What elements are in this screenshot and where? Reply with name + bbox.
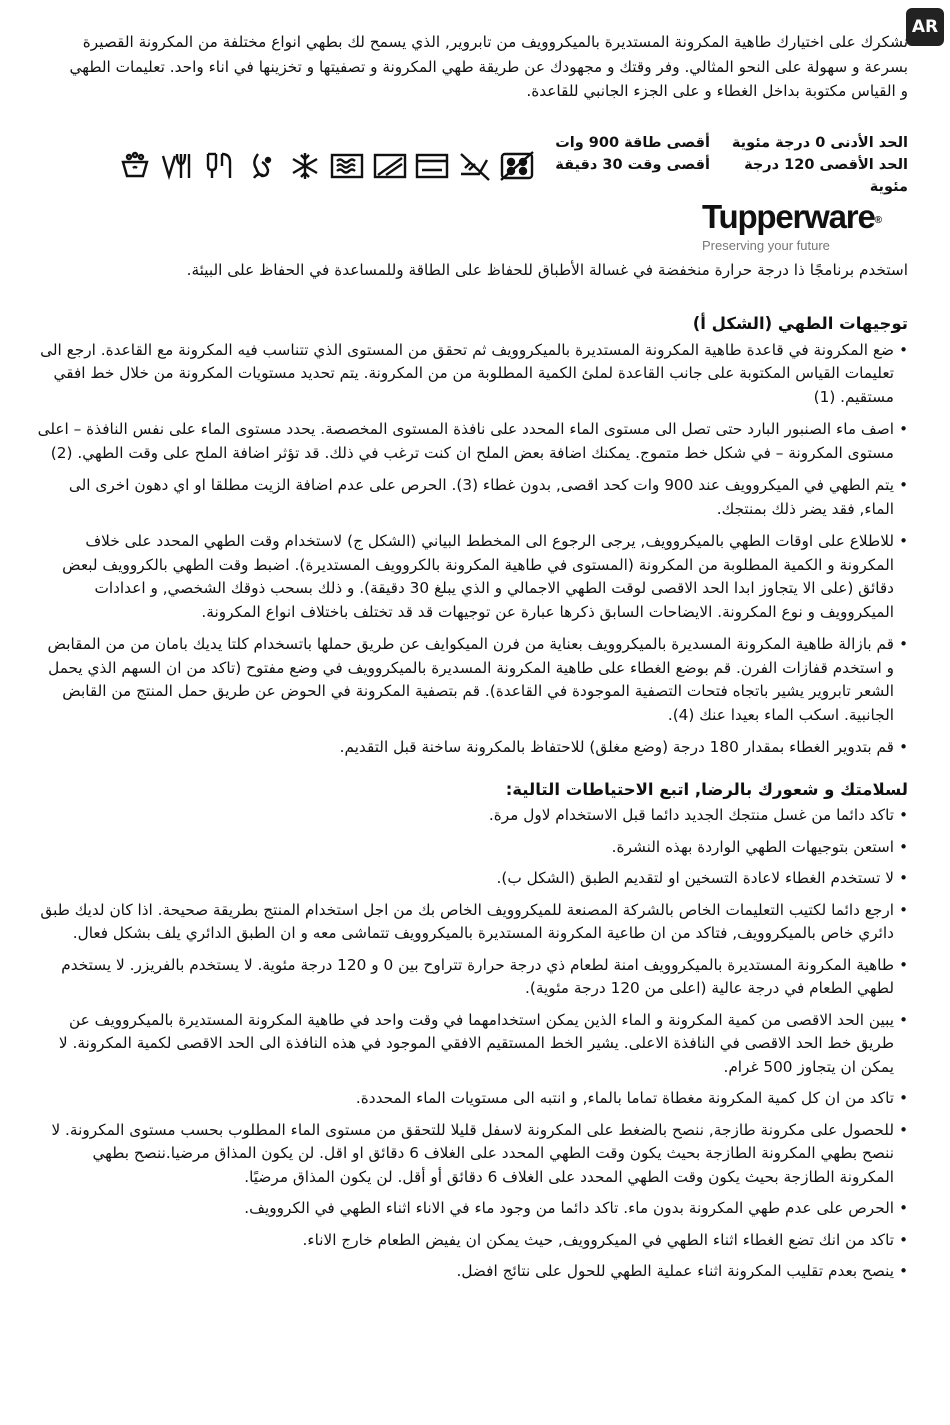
language-tab: AR (906, 8, 944, 46)
microwave-icon (371, 149, 409, 183)
list-item: • ارجع دائما لكتيب التعليمات الخاص بالشركة المصنعة للميكروويف الخاص بك من اجل استخدام المنتج بطريقة صحيحة. اذا كان لديك طبق دائري خاص بالميكروويف, فتاكد من ان طاعية المكرونة المستديرة بالميكروويف تتماشى معه و ان الطبق الدائري يلف بشكل فعال. (36, 899, 908, 946)
dishwasher-icon (201, 149, 239, 183)
list-item: • يبين الحد الاقصى من كمية المكرونة و الماء الذين يمكن استخدامهما في وقت واحد في طاهية المكرونة المستديرة بالميكروويف عن طريق خط الحد الاقصى في النافذة الاعلى. يشير الخط المستقيم الافقي الموجود في هذه النافذة الى الحد الاقصى لكمية المكرونة. لا يمكن ان يتجاوز 500 غرام. (36, 1009, 908, 1080)
safety-precautions-list (36, 804, 908, 1284)
microwave-specs (540, 132, 710, 176)
list-item: • ضع المكرونة في قاعدة طاهية المكرونة المستديرة بالميكروويف ثم تحقق من المستوى الذي تتناسب فيه المكرونة مع القاعدة. ارجع الى تعليمات القياس المكتوبة على جانب القاعدة لملئ الكمية المطلوبة من من المكرونة. يتم تحديد مستويات المكرونة من خلال خط افقي مستقيم. (1) (36, 339, 908, 410)
list-item: • تاكد من ان كل كمية المكرونة مغطاة تماما بالماء, و انتبه الى مستويات الماء المحددة. (36, 1087, 908, 1111)
brand-wordmark: Tupperware® (702, 198, 882, 235)
temperature-specs (708, 132, 908, 198)
dishwasher-wash-icon (116, 149, 154, 183)
list-item: • اصف ماء الصنبور البارد حتى تصل الى مستوى الماء المحدد على نافذة المستوى المخصصة. يحدد مستوى الماء على نفس النافذة – اعلى مستوى المكرونة – في شكل خط متموج. يمكنك اضافة بعض الملح ان كنت ترغب في ذلك. قد تؤثر اضافة الملح على وقت الطهي. (2) (36, 418, 908, 465)
list-item: • يتم الطهي في الميكروويف عند 900 وات كحد اقصى, بدون غطاء (3). الحرص على عدم اضافة الزيت مطلقا او اي دهون اخرى الى الماء, فقد يضر ذلك بمنتجك. (36, 474, 908, 521)
intro-paragraph: نشكرك على اختيارك طاهية المكرونة المستديرة بالميكروويف من تابروير, الذي يسمح لك بطهي انواع مختلفة من المكرونة القصيرة بسرعة و سهولة على النحو المثالي. وفر وقتك و مجهودك عن طريقة طهي المكرونة و تصفيتها و تخزينها في اناء واحد. تعليمات الطهي و القياس مكتوبة بداخل الغطاء و على الجزء الجانبي للقاعدة. (69, 33, 908, 100)
food-safe-icon (159, 149, 197, 183)
list-item: • قم بتدوير الغطاء بمقدار 180 درجة (وضع مغلق) للاحتفاظ بالمكرونة ساخنة قبل التقديم. (36, 736, 908, 760)
environment-note: استخدم برنامجًا ذا درجة حرارة منخفضة في غسالة الأطباق للحفاظ على الطاقة وللمساعدة في الحفاظ على البيئة. (186, 261, 908, 279)
list-item: • قم بازالة طاهية المكرونة المسديرة بالميكروويف بعناية من فرن الميكوايف عن طريق حملها باتسخدام كلتا يديك بامان من من المقابض و استخدم قفازات الفرن. قم بوضع الغطاء على طاهية المكرونة المسديرة بالميكروويف في وضع مفتوح (تاكد من ان السهم الذي يحمل الشعر تابروير يشير باتجاه فتحات التصفية الموجودة في القاعدة). قم بتصفية المكرونة في الحوض عن طريق حمل المنتج من القابض الجانبية. اسكب الماء بعيدا عنك (4). (36, 633, 908, 727)
list-item: • للاطلاع على اوقات الطهي بالميكروويف, يرجى الرجوع الى المخطط البياني (الشكل ج) لاستخدام وقت الطهي المحدد على خلاف المكرونة و الكمية المطلوبة من المكرونة (المستوى في طاهية المكرونة بالكروويف المستديرة). اضبط وقت الطهي بالكروويف لبعض دقائق (على الا يتجاوز ابدا الحد الاقصى لوقت الطهي الاجمالي و الذي يبلغ 30 دقيقة). و ذلك بسحب ذوقك الشخصي, و اعدادات الميكروويف و نوع المكرونة. الايضاحات السابق ذكرها عبارة عن توجيهات قد قد تختلف باختلاف انواع المكرونة. (36, 530, 908, 624)
no-stovetop-icon (499, 149, 537, 183)
time-max-label: أقصى وقت 30 دقيقة (555, 157, 710, 173)
list-item: • طاهية المكرونة المستديرة بالميكروويف امنة لطعام ذي درجة حرارة تتراوح بين 0 و 120 درجة مئوية. لا يستخدم بالفريزر. لا يستخدم لطهي الطعام في درجة عالية (اعلى من 120 درجة مئوية). (36, 954, 908, 1001)
list-item: • ينصح بعدم تقليب المكرونة اثناء عملية الطهي للحول على نتائج افضل. (36, 1260, 908, 1284)
instructions-body (36, 312, 908, 1292)
microwave-waves-icon (329, 149, 367, 183)
brand-logo (702, 198, 914, 253)
brand-tagline: Preserving your future (702, 238, 830, 253)
fridge-icon (244, 149, 282, 183)
list-item: • للحصول على مكرونة طازجة, ننصح بالضغط على المكرونة لاسفل قليلا للتحقق من مستوى الماء المطلوب بحسب مستوى المكرونة. لا ننصح بطهي المكرونة الطازجة بحيث يكون وقت الطهي المحدد على الغلاف 6 دقائق او اقل. لن يكون المذاق مرضيا.ننصح بطهي المكرونة الطازجة بحيث يكون وقت الطهي المحدد على الغلاف 6 دقائق أو أقل. لن يكون المذاق مرضيًا. (36, 1119, 908, 1190)
list-item: • الحرص على عدم طهي المكرونة بدون ماء. تاكد دائما من وجود ماء في الاناء اثناء الطهي في الكروويف. (36, 1197, 908, 1221)
safety-precautions-title: لسلامتك و شعورك بالرضا, اتبع الاحتياطات التالية: (505, 779, 908, 799)
temp-min-label: الحد الأدنى 0 درجة مئوية (731, 135, 908, 151)
power-max-label: أقصى طاقة 900 وات (555, 135, 710, 151)
cooking-directions-title: توجيهات الطهي (الشكل أ) (692, 314, 908, 333)
list-item: • استعن بتوجيهات الطهي الواردة بهذه النشرة. (36, 836, 908, 860)
no-grill-icon (456, 149, 494, 183)
list-item: • لا تستخدم الغطاء لاعادة التسخين او لتقديم الطبق (الشكل ب). (36, 867, 908, 891)
usage-icons (116, 146, 536, 186)
oven-icon (414, 149, 452, 183)
list-item: • تاكد من انك تضع الغطاء اثناء الطهي في الميكروويف, حيث يمكن ان يفيض الطعام خارج الاناء. (36, 1229, 908, 1253)
cooking-directions-list (36, 339, 908, 760)
temp-max-label: الحد الأقصى 120 درجة مئوية (744, 157, 908, 195)
freezer-icon (286, 149, 324, 183)
list-item: • تاكد دائما من غسل منتجك الجديد دائما قبل الاستخدام لاول مرة. (36, 804, 908, 828)
